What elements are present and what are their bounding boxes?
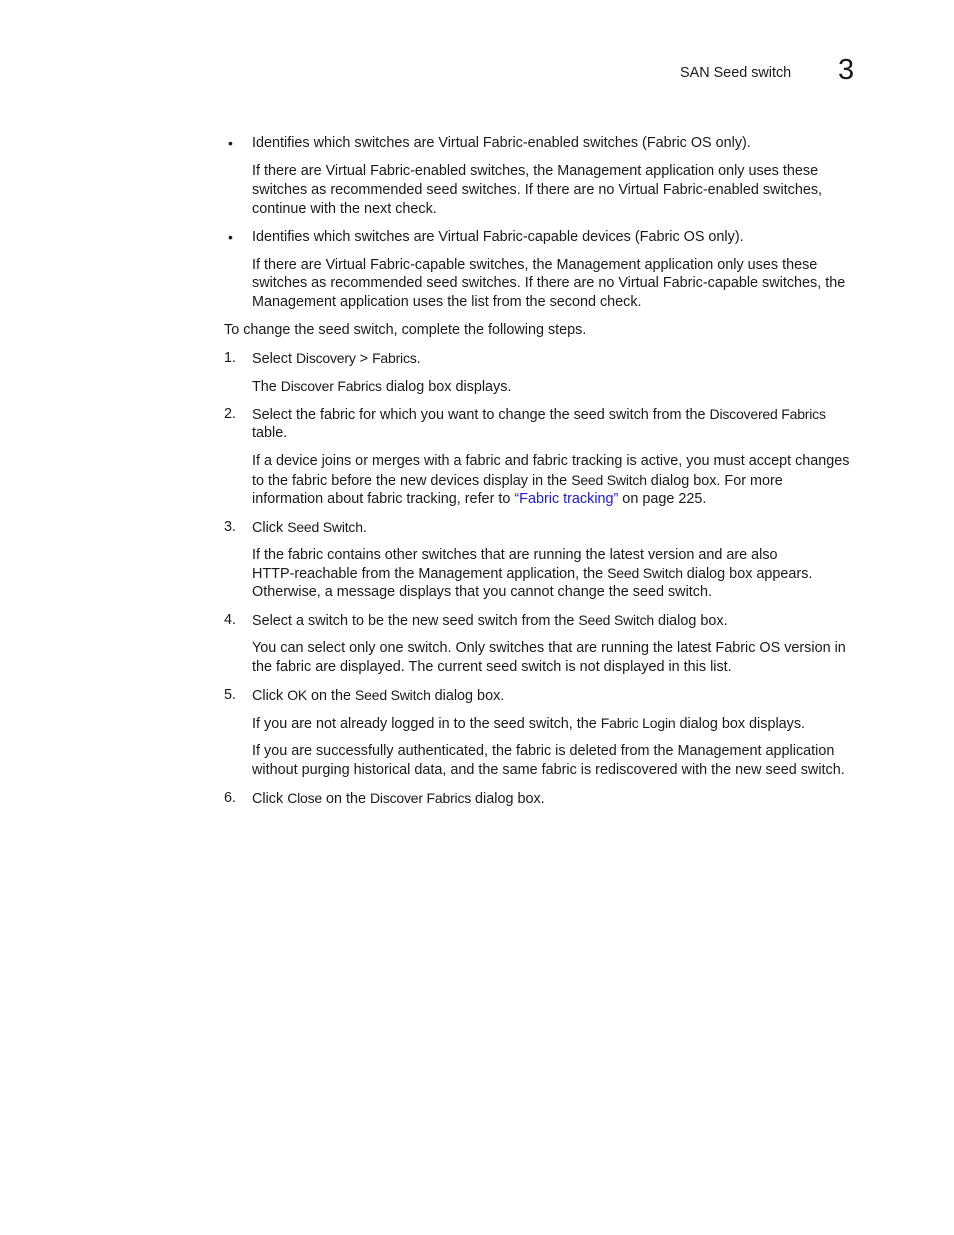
- bullet-icon: •: [228, 135, 233, 151]
- bullet-text: Identifies which switches are Virtual Fabric-enabled switches (Fabric OS only).: [252, 135, 751, 151]
- section-title: SAN Seed switch: [680, 65, 792, 81]
- bullet-icon: •: [228, 229, 233, 245]
- ui-label-fabrics: Fabrics: [372, 350, 417, 366]
- paragraph-line: Management application uses the list from the second check.: [252, 294, 642, 310]
- ui-label-seed-switch: Seed Switch: [571, 472, 647, 488]
- paragraph-line: continue with the next check.: [252, 201, 437, 217]
- paragraph-line: switches as recommended seed switches. If there are no Virtual Fabric-capable switches, the: [252, 275, 846, 291]
- ui-label-ok: OK: [287, 687, 308, 703]
- step-number: 6.: [224, 790, 237, 806]
- step-1-text: Select Discovery > Fabrics.: [252, 350, 421, 367]
- step-5-note: If you are not already logged in to the seed switch, the Fabric Login dialog box displays.: [252, 715, 806, 732]
- ui-label-seed-switch: Seed Switch: [578, 612, 654, 628]
- step-3-note-line: If the fabric contains other switches that are running the latest version and are also: [252, 547, 778, 563]
- ui-label-seed-switch: Seed Switch: [355, 687, 431, 703]
- ui-label-fabric-login: Fabric Login: [600, 715, 676, 731]
- ui-label-discovered-fabrics: Discovered Fabrics: [709, 406, 826, 422]
- step-5-text: Click OK on the Seed Switch dialog box.: [252, 687, 505, 704]
- step-4-note-line: the fabric are displayed. The current seed switch is not displayed in this list.: [252, 659, 732, 675]
- step-number: 5.: [224, 687, 237, 703]
- paragraph-line: switches as recommended seed switches. If there are no Virtual Fabric-enabled switches,: [252, 182, 823, 198]
- paragraph-line: If there are Virtual Fabric-capable switches, the Management application only uses these: [252, 257, 818, 273]
- step-2-text-cont: table.: [252, 425, 288, 441]
- ui-label-close: Close: [287, 790, 322, 806]
- ui-label-seed-switch: Seed Switch: [287, 519, 363, 535]
- bullet-text: Identifies which switches are Virtual Fabric-capable devices (Fabric OS only).: [252, 229, 744, 245]
- step-1-note: The Discover Fabrics dialog box displays.: [252, 378, 512, 395]
- ui-label-discovery: Discovery: [296, 350, 356, 366]
- step-3-note-line: Otherwise, a message displays that you cannot change the seed switch.: [252, 584, 712, 600]
- ui-label-discover-fabrics: Discover Fabrics: [370, 790, 472, 806]
- chapter-number: 3: [838, 54, 855, 86]
- step-4-note-line: You can select only one switch. Only switches that are running the latest Fabric OS version in: [252, 640, 846, 656]
- step-6-text: Click Close on the Discover Fabrics dialog box.: [252, 790, 545, 807]
- ui-label-seed-switch: Seed Switch: [607, 565, 683, 581]
- step-3-text: Click Seed Switch.: [252, 519, 367, 536]
- step-2-note-line: If a device joins or merges with a fabric and fabric tracking is active, you must accept changes: [252, 453, 850, 469]
- ui-label-discover-fabrics: Discover Fabrics: [280, 378, 382, 394]
- step-5-note-line: without purging historical data, and the same fabric is rediscovered with the new seed switch.: [252, 762, 845, 778]
- step-2-note-line: to the fabric before the new devices display in the Seed Switch dialog box. For more: [252, 472, 783, 489]
- paragraph-line: If there are Virtual Fabric-enabled switches, the Management application only uses these: [252, 163, 819, 179]
- intro-text: To change the seed switch, complete the following steps.: [224, 322, 587, 338]
- step-2-text: Select the fabric for which you want to change the seed switch from the Discovered Fabrics: [252, 406, 826, 423]
- step-5-note-line: If you are successfully authenticated, the fabric is deleted from the Management application: [252, 743, 835, 759]
- fabric-tracking-link[interactable]: “Fabric tracking”: [514, 491, 619, 507]
- step-number: 1.: [224, 350, 237, 366]
- step-2-note-line: information about fabric tracking, refer to “Fabric tracking” on page 225.: [252, 491, 707, 507]
- step-number: 4.: [224, 612, 237, 628]
- step-4-text: Select a switch to be the new seed switch from the Seed Switch dialog box.: [252, 612, 728, 629]
- step-number: 3.: [224, 519, 237, 535]
- step-3-note-line: HTTP-reachable from the Management application, the Seed Switch dialog box appears.: [252, 565, 813, 582]
- step-number: 2.: [224, 406, 237, 422]
